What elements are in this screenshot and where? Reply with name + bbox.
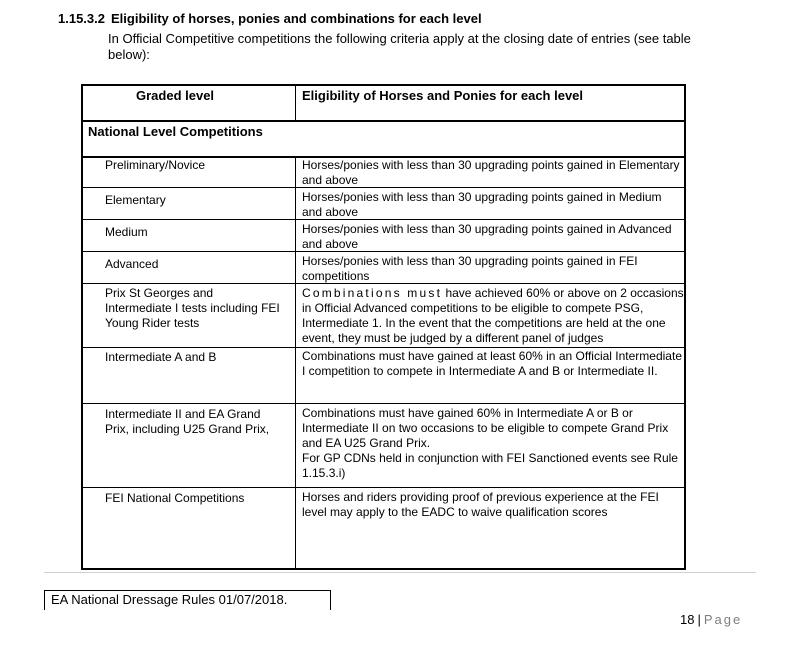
divider — [83, 120, 684, 122]
divider — [83, 403, 295, 404]
row-level-elementary: Elementary — [105, 193, 166, 207]
eligibility-text: have achieved 60% or above on 2 occasions in Official Advanced competitions to be eligible to compete PSG, Intermediate 1. In the event that the competitions are held at the one event, they must be judged by a different panel of judges — [302, 286, 684, 345]
section-title: Eligibility of horses, ponies and combinations for each level — [111, 11, 482, 26]
divider — [83, 283, 295, 284]
page-word: Page — [703, 612, 743, 627]
section-intro: In Official Competitive competitions the following criteria apply at the closing date of entries (see table below): — [108, 31, 691, 62]
divider — [83, 187, 295, 188]
header-graded-level: Graded level — [136, 88, 215, 103]
row-eligibility-elementary: Horses/ponies with less than 30 upgrading points gained in Medium and above — [302, 190, 662, 219]
row-level-intermediate-ii: Intermediate II and EA Grand Prix, including U25 Grand Prix, — [105, 407, 270, 436]
page-number — [680, 612, 742, 627]
divider — [83, 347, 684, 348]
row-eligibility-intermediate-ab: Combinations must have gained at least 60% in an Official Intermediate I competition to compete in Intermediate A and B or Intermediate II. — [302, 349, 682, 378]
header-eligibility: Eligibility of Horses and Ponies for each level — [302, 88, 584, 103]
divider — [83, 219, 295, 220]
footer-doc-ref: EA National Dressage Rules 01/07/2018. — [44, 590, 331, 610]
row-eligibility-intermediate-ii — [302, 406, 684, 481]
row-level-fei-national: FEI National Competitions — [105, 491, 245, 505]
divider — [83, 487, 295, 488]
eligibility-table — [81, 84, 686, 570]
divider — [83, 251, 295, 252]
row-level-psg: Prix St Georges and Intermediate I tests including FEI Young Rider tests — [105, 286, 280, 330]
row-eligibility-psg — [302, 286, 684, 346]
row-level-intermediate-ab: Intermediate A and B — [105, 350, 217, 364]
section-number: 1.15.3.2 — [58, 11, 105, 26]
page-separator: | — [697, 612, 701, 627]
row-eligibility-medium: Horses/ponies with less than 30 upgrading points gained in Advanced and above — [302, 222, 672, 251]
divider — [295, 403, 684, 404]
eligibility-text: Combinations must have gained 60% in Intermediate A or B or Intermediate II on two occasions to be eligible to compete Grand Prix and EA U25 Grand Prix. — [302, 406, 669, 450]
row-eligibility-fei-national: Horses and riders providing proof of previous experience at the FEI level may apply to the EADC to waive qualification scores — [302, 490, 659, 519]
row-level-medium: Medium — [105, 225, 148, 239]
row-eligibility-advanced: Horses/ponies with less than 30 upgrading points gained in FEI competitions — [302, 254, 638, 283]
column-divider — [295, 86, 296, 120]
page-number-value: 18 — [680, 612, 695, 627]
eligibility-note: For GP CDNs held in conjunction with FEI Sanctioned events see Rule 1.15.3.i) — [302, 451, 678, 480]
emphasized-text: Combinations must — [302, 286, 443, 300]
section-heading — [58, 11, 482, 26]
footer-divider — [44, 572, 756, 573]
row-level-advanced: Advanced — [105, 257, 159, 271]
row-eligibility-preliminary: Horses/ponies with less than 30 upgrading points gained in Elementary and above — [302, 158, 680, 187]
row-level-preliminary: Preliminary/Novice — [105, 158, 206, 172]
divider — [295, 487, 684, 488]
group-title: National Level Competitions — [88, 124, 263, 139]
